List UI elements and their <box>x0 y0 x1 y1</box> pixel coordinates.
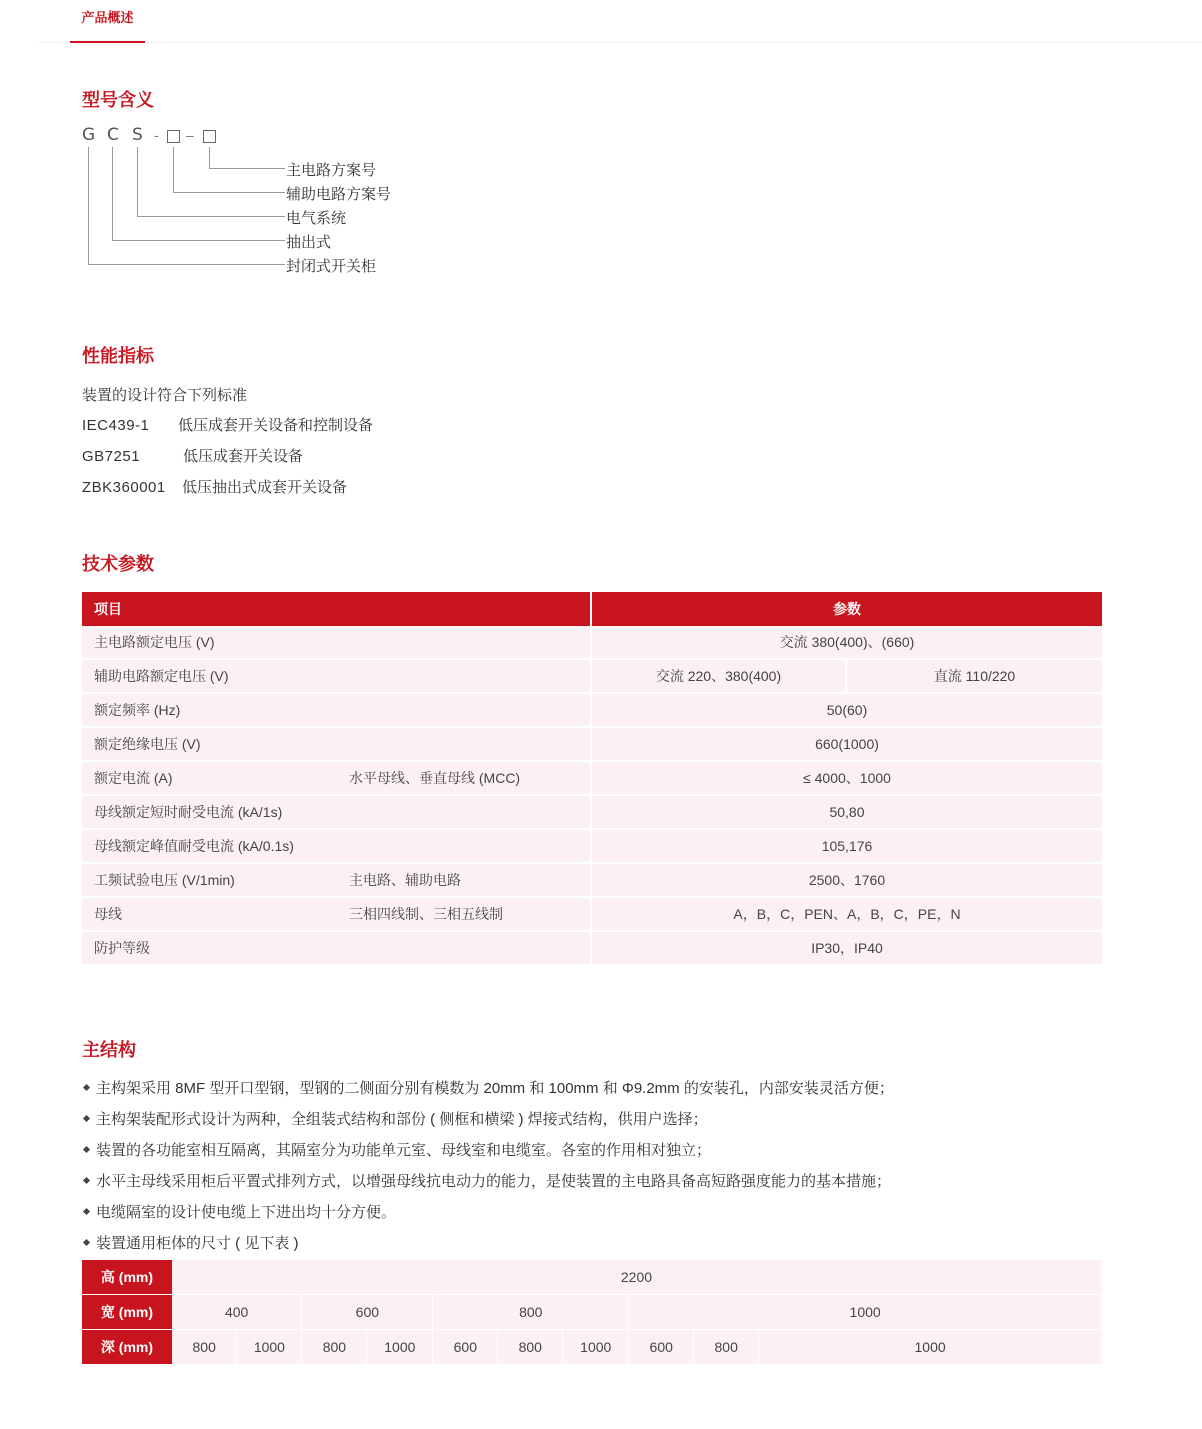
standard-item <box>82 445 303 466</box>
line-box1 <box>173 147 174 192</box>
section-title-tech: 技术参数 <box>82 554 154 574</box>
row-value: ≤ 4000、1000 <box>591 761 1102 795</box>
label-withdrawable: 抽出式 <box>286 234 332 251</box>
label-enclosed-switchgear: 封闭式开关柜 <box>286 258 377 275</box>
list-item: 电缆隔室的设计使电缆上下进出均十分方便。 <box>82 1201 396 1222</box>
table-header-row <box>82 592 1102 626</box>
bullet-diamond-icon <box>83 1084 90 1091</box>
row-value: 2500、1760 <box>591 863 1102 897</box>
header-item: 项目 <box>82 592 591 626</box>
depth-value: 800 <box>302 1330 367 1365</box>
line-s <box>137 147 138 216</box>
standard-code: GB7251 <box>82 448 141 465</box>
row-item: 防护等级 <box>82 931 591 965</box>
depth-label: 深 (mm) <box>82 1330 172 1365</box>
code-sep-1: - <box>154 127 159 143</box>
tab-product-overview[interactable]: 产品概述 <box>70 0 145 43</box>
hline-2 <box>173 192 285 193</box>
bullet-diamond-icon <box>83 1146 90 1153</box>
standard-code: ZBK360001 <box>82 479 166 496</box>
row-item: 母线 <box>82 897 337 931</box>
tech-params-table <box>82 592 1102 966</box>
height-value: 2200 <box>172 1260 1102 1295</box>
label-main-circuit-scheme: 主电路方案号 <box>286 162 377 179</box>
width-label: 宽 (mm) <box>82 1295 172 1330</box>
standard-item <box>82 476 347 497</box>
code-box-2 <box>203 130 216 143</box>
line-c <box>112 147 113 240</box>
hline-1 <box>209 168 285 169</box>
depth-value: 800 <box>172 1330 237 1365</box>
row-value: 交流 380(400)、(660) <box>591 626 1102 659</box>
hline-3 <box>137 216 285 217</box>
table-row <box>82 931 1102 965</box>
code-char-g: G <box>82 125 96 145</box>
row-value: A，B，C，PEN、A，B，C，PE，N <box>591 897 1102 931</box>
standard-code: IEC439-1 <box>82 417 150 434</box>
row-item: 辅助电路额定电压 (V) <box>82 659 591 693</box>
row-item: 额定绝缘电压 (V) <box>82 727 591 761</box>
row-value: 50(60) <box>591 693 1102 727</box>
table-row <box>82 626 1102 659</box>
tab-bar <box>38 0 1202 43</box>
row-sub: 三相四线制、三相五线制 <box>337 897 591 931</box>
row-item: 工频试验电压 (V/1min) <box>82 863 337 897</box>
code-char-c: C <box>107 125 119 145</box>
depth-value: 1000 <box>237 1330 302 1365</box>
depth-value: 600 <box>433 1330 498 1365</box>
row-value: IP30，IP40 <box>591 931 1102 965</box>
width-value: 800 <box>433 1295 629 1330</box>
row-value: 50,80 <box>591 795 1102 829</box>
row-sub: 水平母线、垂直母线 (MCC) <box>337 761 591 795</box>
row-sub: 主电路、辅助电路 <box>337 863 591 897</box>
model-code-diagram <box>82 125 482 285</box>
depth-row <box>82 1330 1102 1365</box>
list-item: 装置通用柜体的尺寸 ( 见下表 ) <box>82 1232 299 1253</box>
bullet-diamond-icon <box>83 1239 90 1246</box>
line-box2 <box>209 147 210 168</box>
table-row <box>82 863 1102 897</box>
standard-desc: 低压抽出式成套开关设备 <box>182 479 348 496</box>
cabinet-dimension-table <box>82 1260 1102 1365</box>
table-row <box>82 829 1102 863</box>
height-label: 高 (mm) <box>82 1260 172 1295</box>
hline-4 <box>112 240 285 241</box>
width-value: 400 <box>172 1295 302 1330</box>
list-item: 主构架装配形式设计为两种，全组装式结构和部份 ( 侧框和横梁 ) 焊接式结构，供用户选择； <box>82 1108 708 1129</box>
width-value: 600 <box>302 1295 433 1330</box>
row-item: 额定频率 (Hz) <box>82 693 591 727</box>
row-value: 交流 220、380(400) <box>591 659 846 693</box>
depth-value: 1000 <box>759 1330 1102 1365</box>
row-item: 主电路额定电压 (V) <box>82 626 591 659</box>
depth-value: 800 <box>498 1330 563 1365</box>
width-value: 1000 <box>629 1295 1102 1330</box>
line-g <box>88 147 89 264</box>
height-row <box>82 1260 1102 1295</box>
table-row <box>82 659 1102 693</box>
bullet-diamond-icon <box>83 1115 90 1122</box>
row-value: 660(1000) <box>591 727 1102 761</box>
list-item: 主构架采用 8MF 型开口型钢，型钢的二侧面分别有模数为 20mm 和 100mm 和 Φ9.2mm 的安装孔，内部安装灵活方便； <box>82 1077 894 1098</box>
row-value-2: 直流 110/220 <box>846 659 1102 693</box>
label-aux-circuit-scheme: 辅助电路方案号 <box>286 186 392 203</box>
row-item: 母线额定短时耐受电流 (kA/1s) <box>82 795 591 829</box>
table-row <box>82 727 1102 761</box>
code-box-1 <box>167 130 180 143</box>
list-item: 装置的各功能室相互隔离，其隔室分为功能单元室、母线室和电缆室。各室的作用相对独立； <box>82 1139 711 1160</box>
standard-item <box>82 414 373 435</box>
standard-desc: 低压成套开关设备和控制设备 <box>178 417 374 434</box>
table-row <box>82 693 1102 727</box>
list-item: 水平主母线采用柜后平置式排列方式，以增强母线抗电动力的能力，是使装置的主电路具备高短路强度能力的基本措施； <box>82 1170 891 1191</box>
row-item: 母线额定峰值耐受电流 (kA/0.1s) <box>82 829 591 863</box>
row-value: 105,176 <box>591 829 1102 863</box>
row-item: 额定电流 (A) <box>82 761 337 795</box>
code-char-s: S <box>132 125 143 145</box>
depth-value: 1000 <box>367 1330 433 1365</box>
depth-value: 600 <box>629 1330 694 1365</box>
section-title-structure: 主结构 <box>82 1040 136 1060</box>
standard-desc: 低压成套开关设备 <box>183 448 304 465</box>
hline-5 <box>88 264 285 265</box>
header-param: 参数 <box>591 592 1102 626</box>
depth-value: 800 <box>694 1330 759 1365</box>
standards-intro: 装置的设计符合下列标准 <box>82 387 248 404</box>
bullet-diamond-icon <box>83 1208 90 1215</box>
width-row <box>82 1295 1102 1330</box>
table-row <box>82 897 1102 931</box>
table-row <box>82 795 1102 829</box>
section-title-model: 型号含义 <box>82 90 154 110</box>
code-sep-2: – <box>186 127 194 143</box>
depth-value: 1000 <box>563 1330 629 1365</box>
section-title-performance: 性能指标 <box>82 346 154 366</box>
bullet-diamond-icon <box>83 1177 90 1184</box>
label-electrical-system: 电气系统 <box>286 210 347 227</box>
table-row <box>82 761 1102 795</box>
